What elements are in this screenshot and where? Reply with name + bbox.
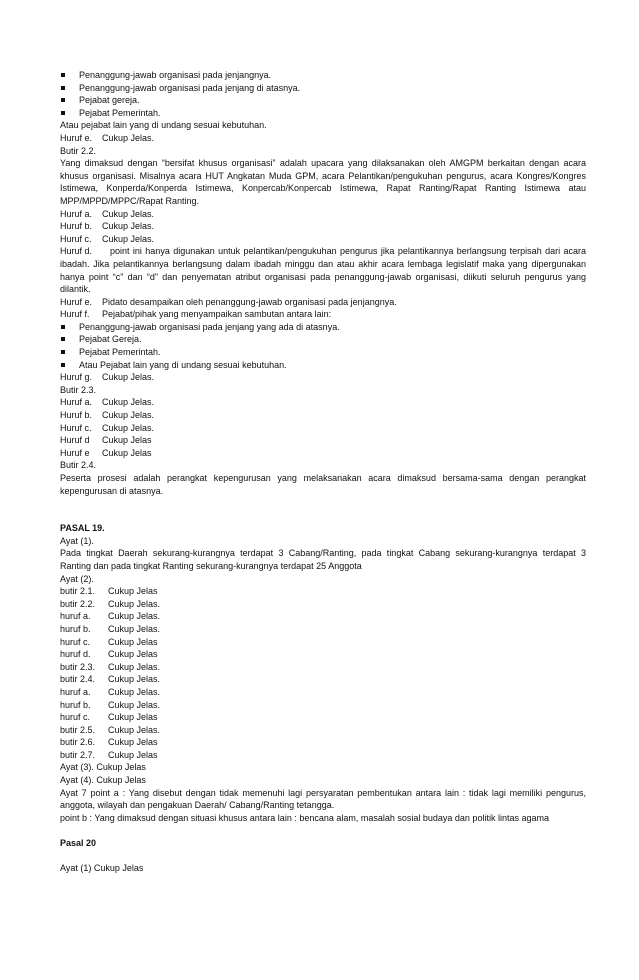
bullet-list-2 xyxy=(60,321,586,371)
row-key: Huruf d. xyxy=(60,246,93,257)
row-key: Huruf e xyxy=(60,447,90,458)
list-item xyxy=(60,610,586,623)
paragraph: Atau pejabat lain yang di undang sesuai kebutuhan. xyxy=(60,120,267,131)
row-value: Cukup Jelas. xyxy=(102,132,155,143)
row-key: Huruf c. xyxy=(60,233,92,244)
row-key: Huruf c. xyxy=(60,422,92,433)
ayat-line: Ayat (3). Cukup Jelas xyxy=(60,762,146,773)
butir-heading: Butir 2.2. xyxy=(60,145,97,156)
row-key: butir 2.2. xyxy=(60,598,96,609)
huruf-row xyxy=(60,447,586,460)
row-key: Huruf e. xyxy=(60,296,93,307)
row-value: Cukup Jelas xyxy=(102,435,152,446)
huruf-row xyxy=(60,422,586,435)
huruf-row xyxy=(60,220,586,233)
bullet-item: Penanggung-jawab organisasi pada jenjangnya. xyxy=(60,69,586,82)
square-bullet-icon xyxy=(61,350,65,354)
row-value: Cukup Jelas. xyxy=(102,372,155,383)
ayat-heading: Ayat (2). xyxy=(60,573,94,584)
row-key: Huruf b. xyxy=(60,410,93,421)
bullet-item: Pejabat Pemerintah. xyxy=(60,107,586,120)
row-key: Huruf f. xyxy=(60,309,90,320)
butir-list xyxy=(60,585,586,761)
row-value: Cukup Jelas. xyxy=(108,661,161,672)
list-item xyxy=(60,724,586,737)
row-value: Cukup Jelas. xyxy=(102,410,155,421)
huruf-row xyxy=(60,308,586,321)
row-value: Cukup Jelas xyxy=(108,636,158,647)
list-item xyxy=(60,648,586,661)
row-key: huruf b. xyxy=(60,699,91,710)
huruf-row xyxy=(60,434,586,447)
row-key: huruf a. xyxy=(60,686,91,697)
row-value: Cukup Jelas. xyxy=(108,598,161,609)
bullet-item: Pejabat Pemerintah. xyxy=(60,346,586,359)
row-key: huruf c. xyxy=(60,712,91,723)
row-value: Cukup Jelas. xyxy=(102,397,155,408)
bullet-item: Pejabat gereja. xyxy=(60,94,586,107)
square-bullet-icon xyxy=(61,337,65,341)
huruf-row xyxy=(60,371,586,384)
list-item xyxy=(60,661,586,674)
square-bullet-icon xyxy=(61,98,65,102)
square-bullet-icon xyxy=(61,325,65,329)
row-value: Cukup Jelas. xyxy=(108,623,161,634)
row-key: butir 2.1. xyxy=(60,586,96,597)
row-value: Cukup Jelas. xyxy=(108,674,161,685)
row-value: Cukup Jelas xyxy=(108,586,158,597)
list-item xyxy=(60,736,586,749)
row-key: huruf d. xyxy=(60,649,91,660)
huruf-row xyxy=(60,132,586,145)
row-value: Cukup Jelas xyxy=(108,712,158,723)
row-key: huruf b. xyxy=(60,623,91,634)
row-key: butir 2.7. xyxy=(60,749,96,760)
row-key: Huruf e. xyxy=(60,132,93,143)
section-heading-pasal-20: Pasal 20 xyxy=(60,838,97,849)
list-item xyxy=(60,585,586,598)
list-item xyxy=(60,673,586,686)
square-bullet-icon xyxy=(61,111,65,115)
row-key: Huruf g. xyxy=(60,372,93,383)
row-value: Cukup Jelas xyxy=(108,737,158,748)
list-item xyxy=(60,711,586,724)
paragraph: point b : Yang dimaksud dengan situasi khusus antara lain : bencana alam, masalah sosial budaya dan politik lintas agama xyxy=(60,812,549,823)
list-item xyxy=(60,636,586,649)
row-value: Cukup Jelas. xyxy=(108,611,161,622)
ayat-heading: Ayat (1). xyxy=(60,535,94,546)
row-value: point ini hanya digunakan untuk pelantikan/pengukuhan pengurus jika pelantikannya berlangsung terpisah dari acara ibadah. Jika pelantikannya berlangsung dalam ibadah minggu dan atau akhir acara lembaga legislatif maka yang dipergunakan hanya point “c” dan “d” dan penyematan atribut organisasi pada penanggung-jawab organisasi, diikuti seluruh pengurus yang dilantik. xyxy=(60,246,586,295)
huruf-paragraph xyxy=(60,245,586,295)
document-body xyxy=(60,69,586,875)
bullet-item: Penanggung-jawab organisasi pada jenjang yang ada di atasnya. xyxy=(60,321,586,334)
huruf-row xyxy=(60,396,586,409)
row-value: Cukup Jelas. xyxy=(102,221,155,232)
row-key: butir 2.3. xyxy=(60,661,96,672)
row-key: Huruf d xyxy=(60,435,90,446)
row-key: Huruf a. xyxy=(60,397,93,408)
square-bullet-icon xyxy=(61,86,65,90)
butir-heading: Butir 2.4. xyxy=(60,460,97,471)
row-key: huruf a. xyxy=(60,611,91,622)
row-key: butir 2.5. xyxy=(60,724,96,735)
ayat-line: Ayat (4). Cukup Jelas xyxy=(60,775,146,786)
square-bullet-icon xyxy=(61,363,65,367)
row-value: Cukup Jelas xyxy=(108,649,158,660)
row-key: Huruf a. xyxy=(60,208,93,219)
list-item xyxy=(60,623,586,636)
square-bullet-icon xyxy=(61,73,65,77)
huruf-row xyxy=(60,409,586,422)
row-value: Cukup Jelas. xyxy=(108,686,161,697)
row-value: Cukup Jelas. xyxy=(102,208,155,219)
paragraph: Yang dimaksud dengan “bersifat khusus organisasi” adalah upacara yang dilaksanakan oleh AMGPM berkaitan dengan acara khusus organisasi. Misalnya acara HUT Angkatan Muda GPM, acara Pelantikan/pengukuhan pengurus, acara Kongres/Kongres Istimewa, Konperda/Konperda Istimewa, Konpercab/Konpercab Istimewa, Rapat Ranting/Rapat Ranting Istimewa atau MPP/MPPD/MPPC/Rapat Ranting. xyxy=(60,158,586,206)
list-item xyxy=(60,598,586,611)
huruf-row xyxy=(60,233,586,246)
bullet-list-1 xyxy=(60,69,586,119)
paragraph: Peserta prosesi adalah perangkat kepengurusan yang melaksanakan acara dimaksud bersama-sama dengan perangkat kepengurusan di atasnya. xyxy=(60,473,586,496)
butir-heading: Butir 2.3. xyxy=(60,384,97,395)
huruf-row xyxy=(60,208,586,221)
paragraph: Pada tingkat Daerah sekurang-kurangnya terdapat 3 Cabang/Ranting, pada tingkat Cabang sekurang-kurangnya terdapat 3 Ranting dan pada tingkat Ranting sekurang-kurangnya terdapat 25 Anggota xyxy=(60,548,586,571)
bullet-item: Penanggung-jawab organisasi pada jenjang di atasnya. xyxy=(60,82,586,95)
row-value: Pidato desampaikan oleh penanggung-jawab organisasi pada jenjangnya. xyxy=(102,296,397,307)
row-key: huruf c. xyxy=(60,636,91,647)
row-value: Cukup Jelas xyxy=(102,447,152,458)
list-item xyxy=(60,699,586,712)
bullet-item: Pejabat Gereja. xyxy=(60,333,586,346)
huruf-row xyxy=(60,296,586,309)
ayat-line: Ayat (1) Cukup Jelas xyxy=(60,863,144,874)
row-value: Cukup Jelas. xyxy=(108,724,161,735)
row-value: Pejabat/pihak yang menyampaikan sambutan antara lain: xyxy=(102,309,332,320)
bullet-item: Atau Pejabat lain yang di undang sesuai kebutuhan. xyxy=(60,359,586,372)
section-heading-pasal-19: PASAL 19. xyxy=(60,523,105,534)
row-key: Huruf b. xyxy=(60,221,93,232)
list-item xyxy=(60,686,586,699)
row-value: Cukup Jelas xyxy=(108,749,158,760)
row-value: Cukup Jelas. xyxy=(108,699,161,710)
paragraph: Ayat 7 point a : Yang disebut dengan tidak memenuhi lagi persyaratan pembentukan antara lain : tidak lagi memiliki pengurus, anggota, wilayah dan pengakuan Daerah/ Cabang/Ranting tetangga. xyxy=(60,787,586,811)
row-value: Cukup Jelas. xyxy=(102,422,155,433)
list-item xyxy=(60,749,586,762)
row-key: butir 2.4. xyxy=(60,674,96,685)
row-key: butir 2.6. xyxy=(60,737,96,748)
row-value: Cukup Jelas. xyxy=(102,233,155,244)
